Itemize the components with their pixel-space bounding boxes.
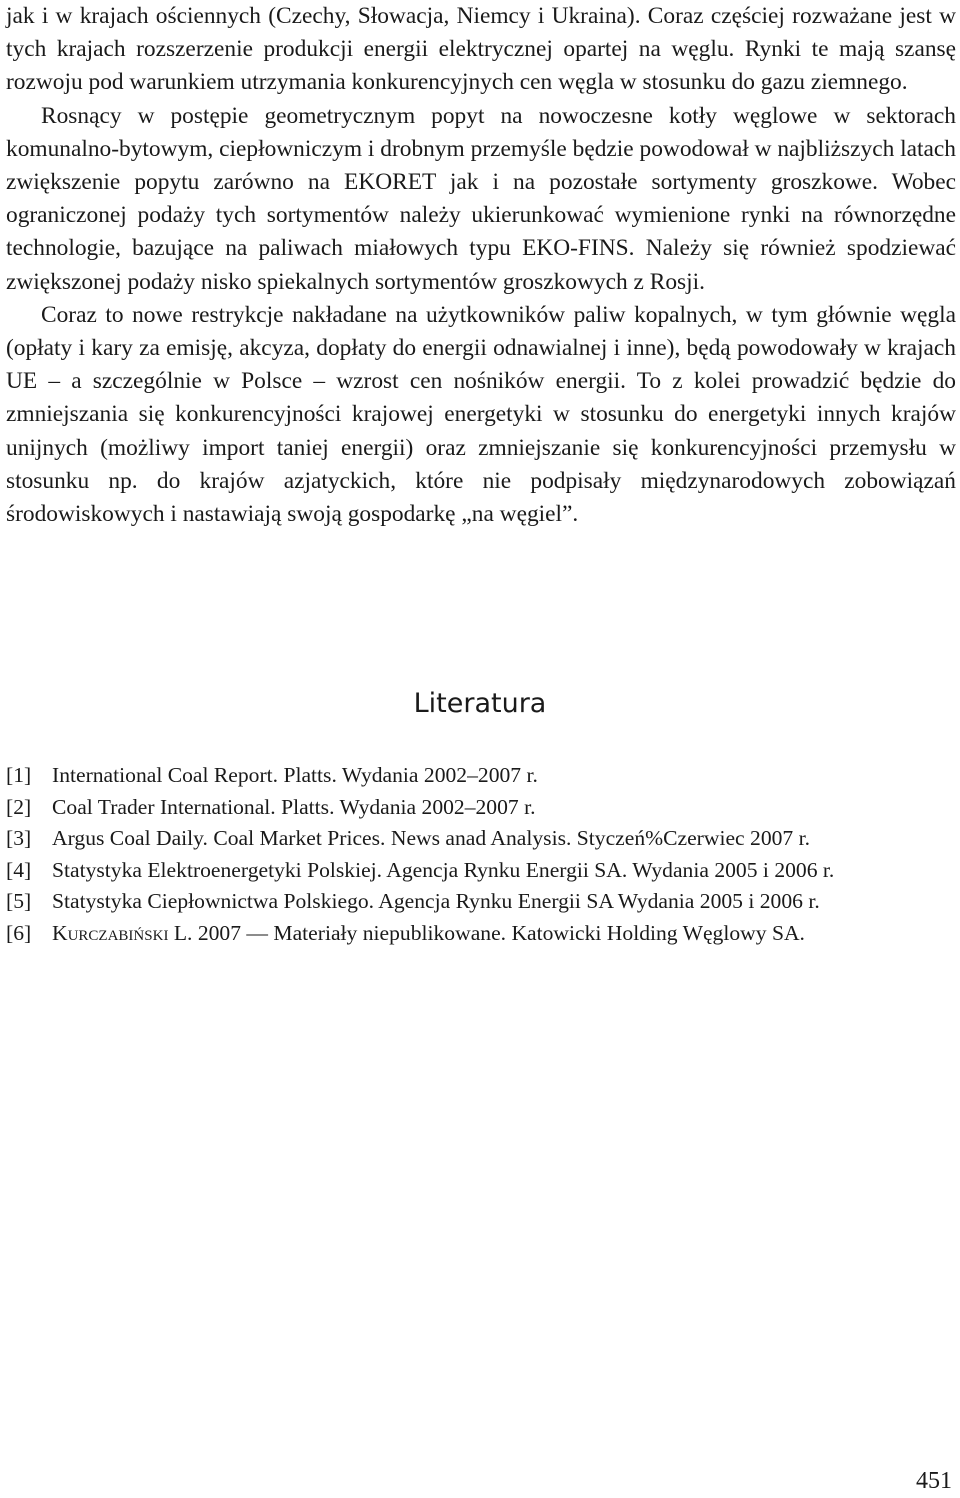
reference-number: [5]: [6, 889, 32, 914]
reference-list: [6, 760, 956, 950]
reference-text: International Coal Report. Platts. Wydania 2002–2007 r.: [52, 763, 538, 787]
reference-author: Kurczabiński: [52, 920, 169, 945]
page-number: 451: [916, 1468, 952, 1494]
reference-number: [3]: [6, 826, 32, 851]
reference-item: [6, 918, 956, 950]
reference-item: [6, 760, 956, 792]
reference-text: [52, 918, 956, 950]
reference-text: Statystyka Elektroenergetyki Polskiej. Agencja Rynku Energii SA. Wydania 2005 i 2006 r.: [52, 857, 835, 882]
reference-number: [6]: [6, 920, 32, 945]
reference-number: [4]: [6, 857, 32, 882]
reference-number: [2]: [6, 794, 32, 819]
reference-detail: L. 2007 — Materiały niepublikowane. Katowicki Holding Węglowy SA.: [168, 920, 805, 945]
body-text: [6, 0, 956, 531]
paragraph-1: jak i w krajach ościennych (Czechy, Słowacja, Niemcy i Ukraina). Coraz częściej rozważane jest w tych krajach rozszerzenie produkcji energii elektrycznej opartej na węglu. Rynki te mają szansę rozwoju pod warunkiem utrzymania konkurencyjnych cen węgla w stosunku do gazu ziemnego.: [6, 3, 956, 96]
paragraph-3: Coraz to nowe restrykcje nakładane na użytkowników paliw kopalnych, w tym głównie węgla (opłaty i kary za emisję, akcyza, dopłaty do energii odnawialnej i inne), będą powodowały w krajach UE – a szczególnie w Polsce – wzrost cen nośników energii. To z kolei prowadzić będzie do zmniejszania się konkurencyjności krajowej energetyki w stosunku do energetyki innych krajów unijnych (możliwy import taniej energii) oraz zmniejszanie się konkurencyjności przemysłu w stosunku np. do krajów azjatyckich, które nie podpisały międzynarodowych zobowiązań środowiskowych i nastawiają swoją gospodarkę „na węgiel”.: [6, 301, 956, 528]
paragraph-2: Rosnący w postępie geometrycznym popyt na nowoczesne kotły węglowe w sektorach komunalno-bytowym, ciepłowniczym i drobnym przemyśle będzie powodował w najbliższych latach zwiększenie popytu zarówno na EKORET jak i na pozostałe sortymenty groszkowe. Wobec ograniczonej podaży tych sortymentów należy ukierunkować wymienione rynki na równorzędne technologie, bazujące na paliwach miałowych typu EKO-FINS. Należy się również spodziewać zwiększonej podaży nisko spiekalnych sortymentów groszkowych z Rosji.: [6, 102, 956, 295]
reference-item: [6, 886, 956, 918]
reference-text: Argus Coal Daily. Coal Market Prices. News anad Analysis. Styczeń%Czerwiec 2007 r.: [52, 826, 811, 851]
reference-number: [1]: [6, 763, 32, 787]
reference-item: [6, 855, 956, 887]
reference-item: [6, 823, 956, 855]
section-heading-literatura: Literatura: [413, 688, 547, 719]
reference-item: [6, 792, 956, 824]
reference-text: Coal Trader International. Platts. Wydania 2002–2007 r.: [52, 794, 536, 819]
reference-text: Statystyka Ciepłownictwa Polskiego. Agencja Rynku Energii SA Wydania 2005 i 2006 r.: [52, 889, 820, 914]
